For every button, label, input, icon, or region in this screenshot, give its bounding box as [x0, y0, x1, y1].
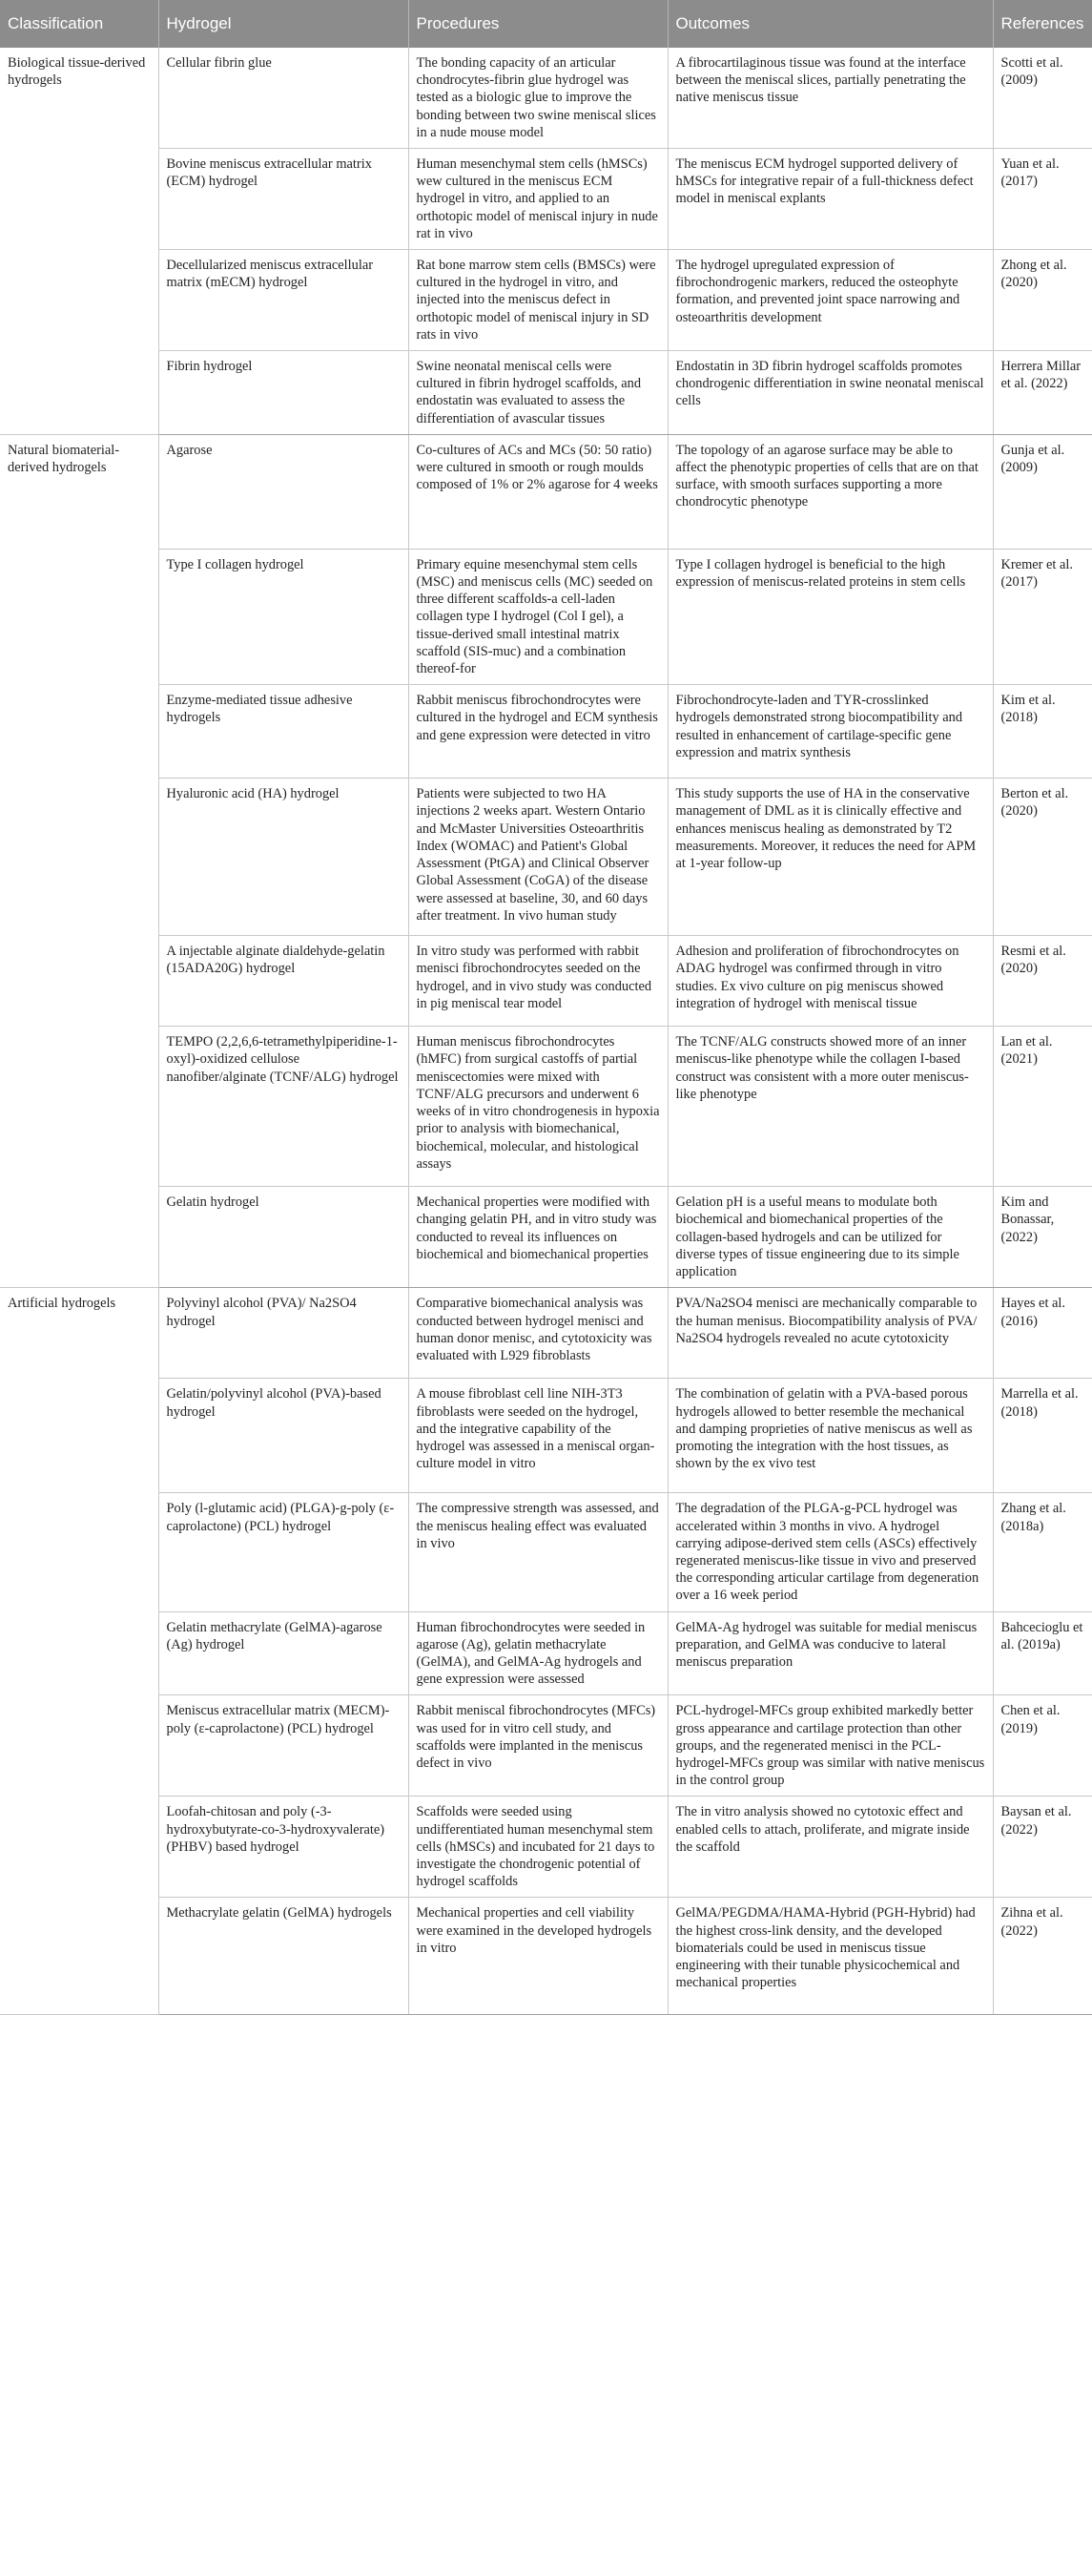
- procedures-cell: The compressive strength was assessed, and the meniscus healing effect was evaluated in vivo: [408, 1493, 668, 1611]
- table-row: [0, 434, 1092, 549]
- reference-cell: Yuan et al. (2017): [993, 149, 1092, 250]
- procedures-cell: The bonding capacity of an articular chondrocytes-fibrin glue hydrogel was tested as a biologic glue to improve the bonding between two swine meniscal slices in a nude mouse model: [408, 48, 668, 149]
- reference-cell: Chen et al. (2019): [993, 1695, 1092, 1797]
- hydrogel-cell: Gelatin hydrogel: [158, 1187, 408, 1288]
- header-outcomes: Outcomes: [668, 0, 993, 48]
- classification-cell: Biological tissue-derived hydrogels: [0, 48, 158, 434]
- reference-cell: Berton et al. (2020): [993, 779, 1092, 936]
- reference-cell: Marrella et al. (2018): [993, 1379, 1092, 1493]
- outcomes-cell: This study supports the use of HA in the conservative management of DML as it is clinically effective and enhances meniscus healing as demonstrated by T2 measurements. Moreover, it reduces the need for APM at 1-year follow-up: [668, 779, 993, 936]
- table-body: [0, 48, 1092, 2015]
- hydrogel-cell: Decellularized meniscus extracellular matrix (mECM) hydrogel: [158, 250, 408, 351]
- outcomes-cell: Type I collagen hydrogel is beneficial to the high expression of meniscus-related proteins in stem cells: [668, 549, 993, 684]
- table-row: [0, 1187, 1092, 1288]
- table-row: [0, 1379, 1092, 1493]
- hydrogel-cell: A injectable alginate dialdehyde-gelatin (15ADA20G) hydrogel: [158, 936, 408, 1027]
- outcomes-cell: PVA/Na2SO4 menisci are mechanically comparable to the human menisus. Biocompatibility analysis of PVA/ Na2SO4 hydrogels revealed no acute cytotoxicity: [668, 1288, 993, 1379]
- header-references: References: [993, 0, 1092, 48]
- hydrogel-cell: Bovine meniscus extracellular matrix (ECM) hydrogel: [158, 149, 408, 250]
- table-row: [0, 549, 1092, 684]
- outcomes-cell: PCL-hydrogel-MFCs group exhibited markedly better gross appearance and cartilage protection than other groups, and the regenerated menisci in the PCL-hydrogel-MFCs group was similar with native meniscus in the control group: [668, 1695, 993, 1797]
- procedures-cell: Human fibrochondrocytes were seeded in agarose (Ag), gelatin methacrylate (GelMA), and GelMA-Ag hydrogels and gene expression were assessed: [408, 1611, 668, 1695]
- outcomes-cell: A fibrocartilaginous tissue was found at the interface between the meniscal slices, partially penetrating the native meniscus tissue: [668, 48, 993, 149]
- procedures-cell: Human meniscus fibrochondrocytes (hMFC) from surgical castoffs of partial meniscectomies were mixed with TCNF/ALG precursors and underwent 6 weeks of in vitro chondrogenesis in hypoxia prior to analysis with biomechanical, biochemical, molecular, and histological assays: [408, 1027, 668, 1187]
- procedures-cell: Scaffolds were seeded using undifferentiated human mesenchymal stem cells (hMSCs) and incubated for 21 days to investigate the chondrogenic potential of hydrogel scaffolds: [408, 1797, 668, 1898]
- table-row: [0, 1898, 1092, 2015]
- reference-cell: Kim et al. (2018): [993, 685, 1092, 779]
- procedures-cell: Rabbit meniscus fibrochondrocytes were cultured in the hydrogel and ECM synthesis and gene expression were detected in vitro: [408, 685, 668, 779]
- table-row: [0, 1797, 1092, 1898]
- hydrogel-cell: Methacrylate gelatin (GelMA) hydrogels: [158, 1898, 408, 2015]
- reference-cell: Kim and Bonassar, (2022): [993, 1187, 1092, 1288]
- header-classification: Classification: [0, 0, 158, 48]
- table-row: [0, 1288, 1092, 1379]
- hydrogel-cell: Gelatin methacrylate (GelMA)-agarose (Ag) hydrogel: [158, 1611, 408, 1695]
- reference-cell: Baysan et al. (2022): [993, 1797, 1092, 1898]
- outcomes-cell: The combination of gelatin with a PVA-based porous hydrogels allowed to better resemble the mechanical and damping proprieties of native meniscus as well as promoting the integration with the host tissues, as shown by the ex vivo test: [668, 1379, 993, 1493]
- reference-cell: Bahcecioglu et al. (2019a): [993, 1611, 1092, 1695]
- outcomes-cell: The TCNF/ALG constructs showed more of an inner meniscus-like phenotype while the collagen I-based construct was consistent with a more outer meniscus-like phenotype: [668, 1027, 993, 1187]
- hydrogel-cell: Polyvinyl alcohol (PVA)/ Na2SO4 hydrogel: [158, 1288, 408, 1379]
- reference-cell: Herrera Millar et al. (2022): [993, 351, 1092, 435]
- reference-cell: Resmi et al. (2020): [993, 936, 1092, 1027]
- reference-cell: Lan et al. (2021): [993, 1027, 1092, 1187]
- procedures-cell: Rabbit meniscal fibrochondrocytes (MFCs) was used for in vitro cell study, and scaffolds were implanted in the meniscus defect in vivo: [408, 1695, 668, 1797]
- hydrogel-cell: Poly (l-glutamic acid) (PLGA)-g-poly (ε-caprolactone) (PCL) hydrogel: [158, 1493, 408, 1611]
- table-row: [0, 1611, 1092, 1695]
- hydrogel-cell: Fibrin hydrogel: [158, 351, 408, 435]
- header-procedures: Procedures: [408, 0, 668, 48]
- table-row: [0, 936, 1092, 1027]
- classification-cell: Natural biomaterial-derived hydrogels: [0, 434, 158, 1287]
- table-row: [0, 149, 1092, 250]
- table-header-row: [0, 0, 1092, 48]
- classification-cell: Artificial hydrogels: [0, 1288, 158, 2015]
- procedures-cell: Mechanical properties were modified with changing gelatin PH, and in vitro study was conducted to reveal its influences on biochemical and biomechanical properties: [408, 1187, 668, 1288]
- table-row: [0, 1695, 1092, 1797]
- reference-cell: Kremer et al. (2017): [993, 549, 1092, 684]
- table-row: [0, 1493, 1092, 1611]
- procedures-cell: Comparative biomechanical analysis was conducted between hydrogel menisci and human donor menisc, and cytotoxicity was evaluated with L929 fibroblasts: [408, 1288, 668, 1379]
- outcomes-cell: The topology of an agarose surface may be able to affect the phenotypic properties of cells that are on that surface, with smooth surfaces supporting a more chondrocytic phenotype: [668, 434, 993, 549]
- reference-cell: Zhang et al. (2018a): [993, 1493, 1092, 1611]
- hydrogel-cell: Type I collagen hydrogel: [158, 549, 408, 684]
- outcomes-cell: GelMA/PEGDMA/HAMA-Hybrid (PGH-Hybrid) had the highest cross-link density, and the developed biomaterials could be used in meniscus tissue engineering with their tunable physicochemical and mechanical properties: [668, 1898, 993, 2015]
- hydrogel-cell: Meniscus extracellular matrix (MECM)-poly (ε-caprolactone) (PCL) hydrogel: [158, 1695, 408, 1797]
- outcomes-cell: The degradation of the PLGA-g-PCL hydrogel was accelerated within 3 months in vivo. A hydrogel carrying adipose-derived stem cells (ASCs) effectively regenerated meniscus-like tissue in vivo and preserved the corresponding articular cartilage from degeneration over a 16 week period: [668, 1493, 993, 1611]
- procedures-cell: In vitro study was performed with rabbit menisci fibrochondrocytes seeded on the hydrogel, and in vivo study was conducted in pig meniscal tear model: [408, 936, 668, 1027]
- outcomes-cell: Fibrochondrocyte-laden and TYR-crosslinked hydrogels demonstrated strong biocompatibility and resulted in enhancement of cartilage-specific gene expression and matrix synthesis: [668, 685, 993, 779]
- hydrogel-cell: Hyaluronic acid (HA) hydrogel: [158, 779, 408, 936]
- procedures-cell: Swine neonatal meniscal cells were cultured in fibrin hydrogel scaffolds, and endostatin was evaluated to assess the differentiation of avascular tissues: [408, 351, 668, 435]
- table-row: [0, 250, 1092, 351]
- table-row: [0, 1027, 1092, 1187]
- hydrogel-cell: Agarose: [158, 434, 408, 549]
- reference-cell: Scotti et al. (2009): [993, 48, 1092, 149]
- outcomes-cell: The meniscus ECM hydrogel supported delivery of hMSCs for integrative repair of a full-thickness defect model in meniscal explants: [668, 149, 993, 250]
- outcomes-cell: GelMA-Ag hydrogel was suitable for medial meniscus preparation, and GelMA was conducive to lateral meniscus preparation: [668, 1611, 993, 1695]
- procedures-cell: Human mesenchymal stem cells (hMSCs) wew cultured in the meniscus ECM hydrogel in vitro, and applied to an orthotopic model of meniscal injury in nude rat in vivo: [408, 149, 668, 250]
- hydrogel-cell: TEMPO (2,2,6,6-tetramethylpiperidine-1-oxyl)-oxidized cellulose nanofiber/alginate (TCNF/ALG) hydrogel: [158, 1027, 408, 1187]
- hydrogel-cell: Gelatin/polyvinyl alcohol (PVA)-based hydrogel: [158, 1379, 408, 1493]
- outcomes-cell: Gelation pH is a useful means to modulate both biochemical and biomechanical properties of the collagen-based hydrogels and can be utilized for diverse types of tissue engineering due to its simple application: [668, 1187, 993, 1288]
- hydrogel-cell: Enzyme-mediated tissue adhesive hydrogels: [158, 685, 408, 779]
- header-hydrogel: Hydrogel: [158, 0, 408, 48]
- table-row: [0, 351, 1092, 435]
- outcomes-cell: The in vitro analysis showed no cytotoxic effect and enabled cells to attach, proliferate, and migrate inside the scaffold: [668, 1797, 993, 1898]
- table-row: [0, 779, 1092, 936]
- hydrogel-cell: Cellular fibrin glue: [158, 48, 408, 149]
- outcomes-cell: Endostatin in 3D fibrin hydrogel scaffolds promotes chondrogenic differentiation in swine neonatal meniscal cells: [668, 351, 993, 435]
- procedures-cell: Primary equine mesenchymal stem cells (MSC) and meniscus cells (MC) seeded on three different scaffolds-a cell-laden collagen type I hydrogel (Col I gel), a tissue-derived small intestinal matrix scaffold (SIS-muc) and a combination thereof-for: [408, 549, 668, 684]
- reference-cell: Hayes et al. (2016): [993, 1288, 1092, 1379]
- procedures-cell: Patients were subjected to two HA injections 2 weeks apart. Western Ontario and McMaster Universities Osteoarthritis Index (WOMAC) and Patient's Global Assessment (PtGA) and Clinical Observer Global Assessment (CoGA) of the disease were assessed at baseline, 30, and 60 days after treatment. In vivo human study: [408, 779, 668, 936]
- table-row: [0, 48, 1092, 149]
- outcomes-cell: Adhesion and proliferation of fibrochondrocytes on ADAG hydrogel was confirmed through in vitro studies. Ex vivo culture on pig meniscus showed integration of hydrogel with meniscal tissue: [668, 936, 993, 1027]
- procedures-cell: Mechanical properties and cell viability were examined in the developed hydrogels in vitro: [408, 1898, 668, 2015]
- reference-cell: Zihna et al. (2022): [993, 1898, 1092, 2015]
- hydrogel-cell: Loofah-chitosan and poly (-3-hydroxybutyrate-co-3-hydroxyvalerate) (PHBV) based hydrogel: [158, 1797, 408, 1898]
- table-row: [0, 685, 1092, 779]
- reference-cell: Zhong et al. (2020): [993, 250, 1092, 351]
- outcomes-cell: The hydrogel upregulated expression of fibrochondrogenic markers, reduced the osteophyte formation, and prevented joint space narrowing and osteoarthritis development: [668, 250, 993, 351]
- reference-cell: Gunja et al. (2009): [993, 434, 1092, 549]
- procedures-cell: Rat bone marrow stem cells (BMSCs) were cultured in the hydrogel in vitro, and injected into the meniscus defect in orthotopic model of meniscal injury in SD rats in vivo: [408, 250, 668, 351]
- procedures-cell: A mouse fibroblast cell line NIH-3T3 fibroblasts were seeded on the hydrogel, and the integrative capability of the hydrogel was assessed in a meniscal organ-culture model in vitro: [408, 1379, 668, 1493]
- procedures-cell: Co-cultures of ACs and MCs (50: 50 ratio) were cultured in smooth or rough moulds composed of 1% or 2% agarose for 4 weeks: [408, 434, 668, 549]
